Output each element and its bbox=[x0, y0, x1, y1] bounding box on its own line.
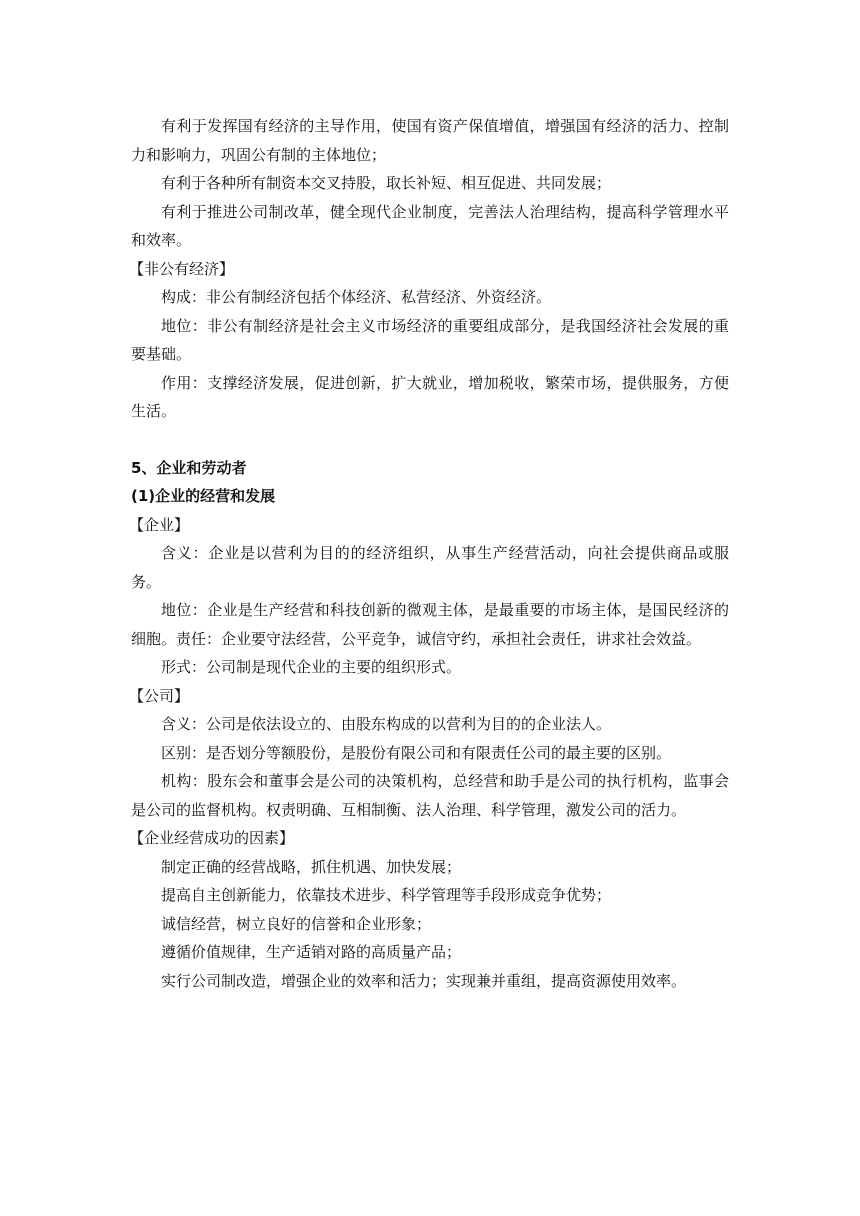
paragraph: 地位：企业是生产经营和科技创新的微观主体，是最重要的市场主体，是国民经济的细胞。责任：企业要守法经营，公平竞争，诚信守约，承担社会责任，讲求社会效益。 bbox=[131, 601, 729, 648]
paragraph: 形式：公司制是现代企业的主要的组织形式。 bbox=[161, 658, 462, 676]
section-heading-enterprise: 【企业】 bbox=[129, 515, 190, 534]
paragraph: 有利于发挥国有经济的主导作用，使国有资产保值增值，增强国有经济的活力、控制力和影响力，巩固公有制的主体地位； bbox=[131, 117, 729, 164]
chapter-title: 5、企业和劳动者 bbox=[131, 458, 247, 477]
paragraph: 构成：非公有制经济包括个体经济、私营经济、外资经济。 bbox=[161, 288, 552, 306]
paragraph: 制定正确的经营战略，抓住机遇、加快发展； bbox=[161, 857, 462, 876]
paragraph: 作用：支撑经济发展，促进创新，扩大就业，增加税收，繁荣市场，提供服务，方便生活。 bbox=[131, 373, 729, 420]
paragraph: 含义：企业是以营利为目的的经济组织，从事生产经营活动，向社会提供商品或服务。 bbox=[131, 544, 729, 591]
paragraph: 诚信经营，树立良好的信誉和企业形象； bbox=[161, 914, 432, 933]
paragraph: 机构：股东会和董事会是公司的决策机构，总经营和助手是公司的执行机构，监事会是公司的监督机构。权责明确、互相制衡、法人治理、科学管理，激发公司的活力。 bbox=[131, 772, 729, 819]
section-heading-company: 【公司】 bbox=[129, 686, 190, 705]
paragraph: 地位：非公有制经济是社会主义市场经济的重要组成部分，是我国经济社会发展的重要基础。 bbox=[131, 316, 729, 363]
paragraph: 提高自主创新能力，依靠技术进步、科学管理等手段形成竞争优势； bbox=[161, 886, 612, 904]
section-heading-non-public: 【非公有经济】 bbox=[129, 259, 235, 278]
paragraph: 有利于推进公司制改革，健全现代企业制度，完善法人治理结构，提高科学管理水平和效率。 bbox=[131, 202, 729, 249]
paragraph: 区别：是否划分等额股份，是股份有限公司和有限责任公司的最主要的区别。 bbox=[161, 743, 672, 762]
spacer bbox=[131, 426, 729, 454]
chapter-subtitle: (1)企业的经营和发展 bbox=[131, 487, 276, 505]
section-heading-success-factors: 【企业经营成功的因素】 bbox=[129, 829, 295, 847]
paragraph: 遵循价值规律，生产适销对路的高质量产品； bbox=[161, 943, 462, 961]
paragraph: 有利于各种所有制资本交叉持股，取长补短、相互促进、共同发展； bbox=[161, 174, 612, 192]
paragraph: 含义：公司是依法设立的、由股东构成的以营利为目的的企业法人。 bbox=[161, 715, 612, 733]
paragraph: 实行公司制改造，增强企业的效率和活力；实现兼并重组，提高资源使用效率。 bbox=[161, 971, 687, 990]
